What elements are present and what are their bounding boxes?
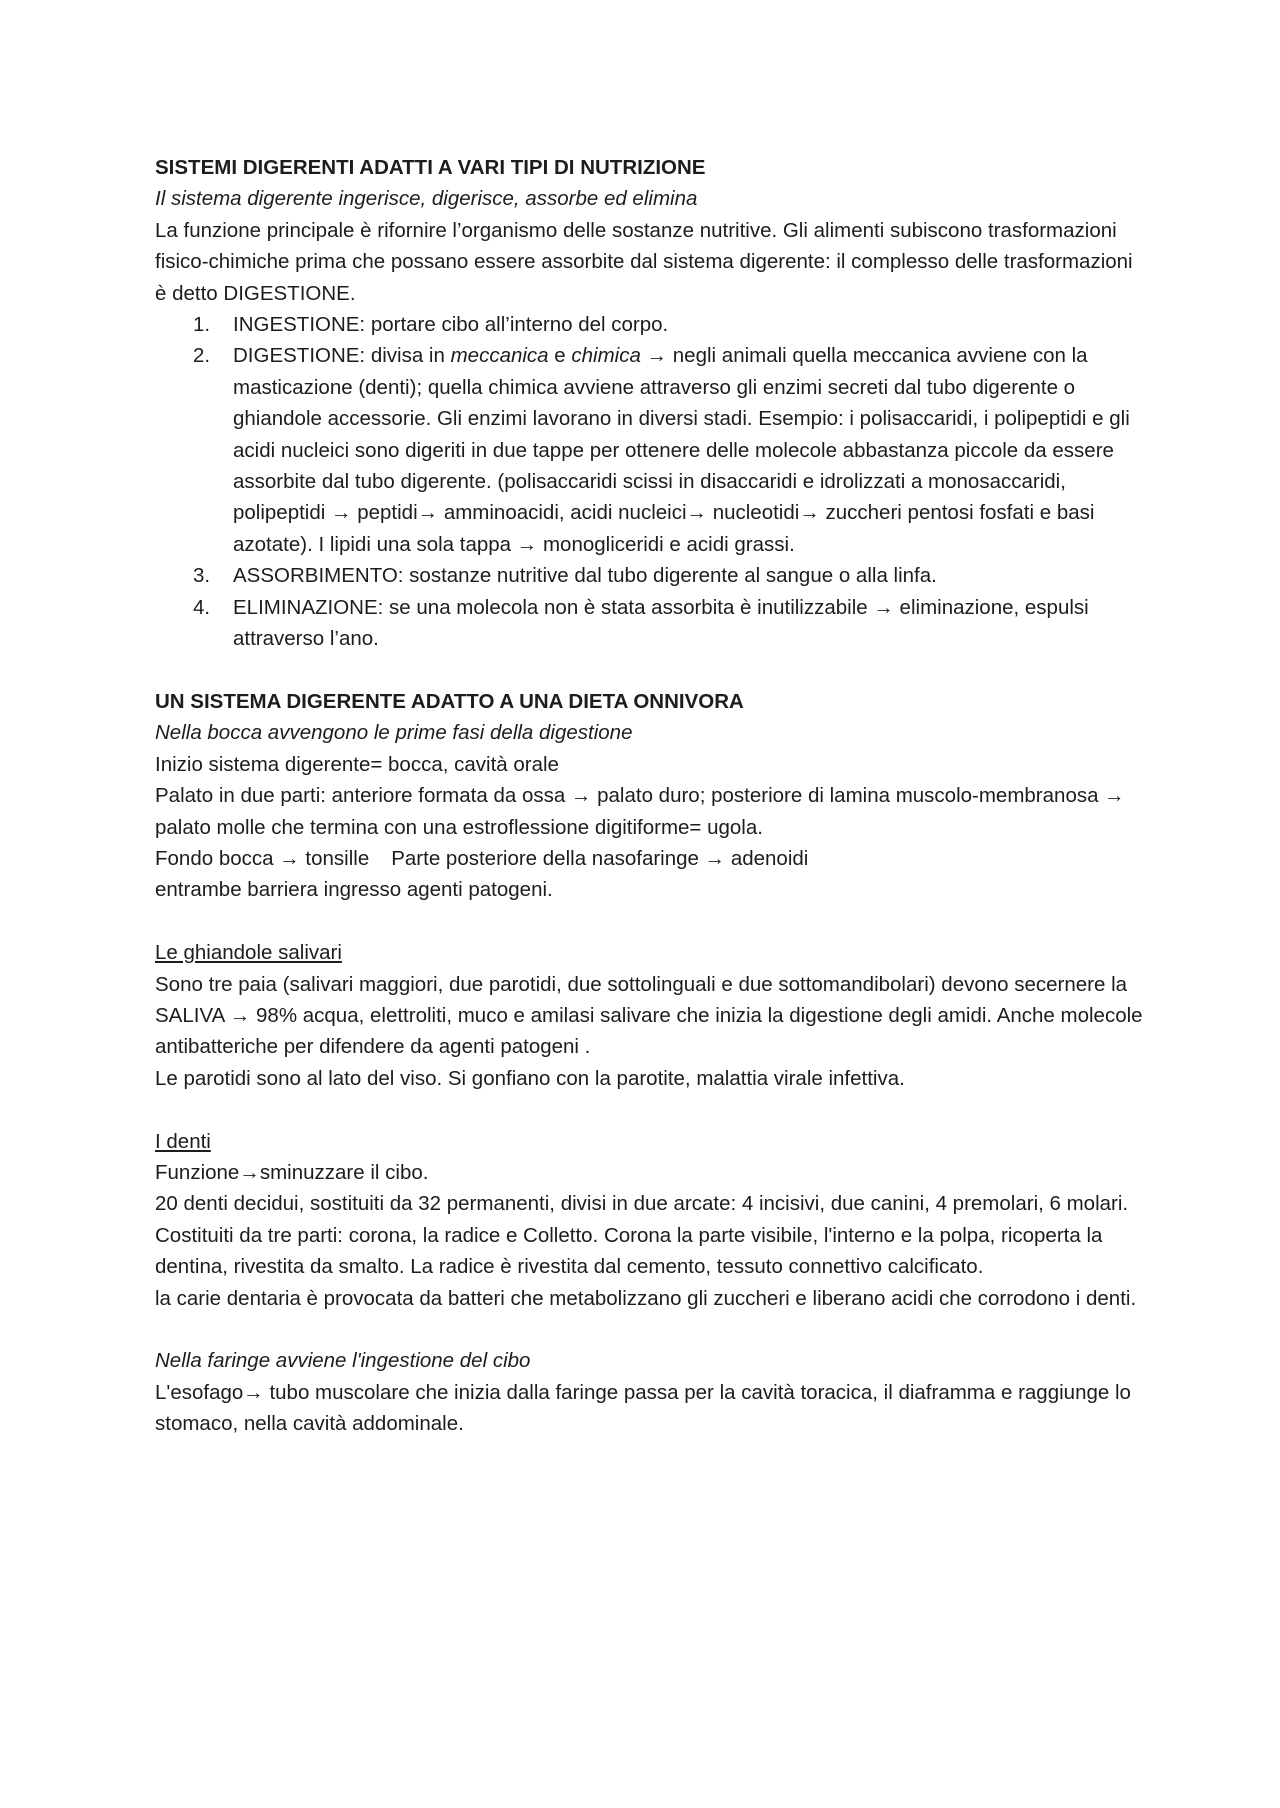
tonsils-text: Fondo bocca → tonsille xyxy=(155,846,370,870)
subsection-title-teeth: I denti xyxy=(155,1129,211,1153)
intro-paragraph: La funzione principale è rifornire l’organismo delle sostanze nutritive. Gli alimenti subiscono trasformazioni fisico-chimiche prima che possano essere assorbite dal sistema digerente: il complesso delle trasformazioni è detto DIGESTIONE. xyxy=(155,218,1133,305)
section-heading-nutrition: SISTEMI DIGERENTI ADATTI A VARI TIPI DI NUTRIZIONE xyxy=(155,156,706,179)
list-item-text: ASSORBIMENTO: sostanze nutritive dal tubo digerente al sangue o alla linfa. xyxy=(233,564,937,588)
section-subheading-mouth: Nella bocca avvengono le prime fasi della digestione xyxy=(155,721,633,745)
paragraph-tonsils xyxy=(155,843,1145,874)
list-number: 3. xyxy=(193,564,211,588)
paragraph-saliva: Sono tre paia (salivari maggiori, due parotidi, due sottolinguali e due sottomandibolari) devono secernere la SALIVA → 98% acqua, elettroliti, muco e amilasi salivare che inizia la digestione degli amidi. Anche molecole antibatteriche per difendere da agenti patogeni . xyxy=(155,972,1143,1059)
emphasis-chimica: chimica xyxy=(571,344,641,368)
list-number: 1. xyxy=(193,313,211,337)
document-body xyxy=(155,152,1145,1440)
paragraph-barrier: entrambe barriera ingresso agenti patogeni. xyxy=(155,878,553,902)
paragraph-parotids: Le parotidi sono al lato del viso. Si gonfiano con la parotite, malattia virale infettiva. xyxy=(155,1066,905,1090)
paragraph-palate: Palato in due parti: anteriore formata da ossa → palato duro; posteriore di lamina muscolo-membranosa → palato molle che termina con una estroflessione digitiforme= ugola. xyxy=(155,784,1125,839)
list-number: 4. xyxy=(193,595,211,619)
paragraph-esophagus: L'esofago→ tubo muscolare che inizia dalla faringe passa per la cavità toracica, il diaframma e raggiunge lo stomaco, nella cavità addominale. xyxy=(155,1380,1131,1436)
section-heading-omnivore: UN SISTEMA DIGERENTE ADATTO A UNA DIETA ONNIVORA xyxy=(155,689,744,713)
list-item-ingestion xyxy=(155,309,1145,340)
paragraph-teeth-parts: Costituiti da tre parti: corona, la radice e Colletto. Corona la parte visibile, l'interno e la polpa, ricoperta la dentina, rivestita da smalto. La radice è rivestita dal cemento, tessuto connettivo calcificato. xyxy=(155,1223,1103,1279)
list-item-text-mid: e xyxy=(548,344,572,368)
emphasis-meccanica: meccanica xyxy=(450,344,549,368)
spacer xyxy=(155,1314,1145,1345)
list-item-elimination xyxy=(155,592,1145,655)
spacer xyxy=(155,655,1145,686)
section-subheading-pharynx: Nella faringe avviene l'ingestione del cibo xyxy=(155,1349,531,1373)
list-item-text-start: DIGESTIONE: divisa in xyxy=(233,344,451,368)
paragraph-mouth-start: Inizio sistema digerente= bocca, cavità orale xyxy=(155,752,559,776)
digestion-steps-list xyxy=(155,309,1145,654)
list-item-text: INGESTIONE: portare cibo all’interno del corpo. xyxy=(233,313,669,337)
spacer xyxy=(155,906,1145,937)
list-item-absorption xyxy=(155,560,1145,591)
list-number: 2. xyxy=(193,344,211,368)
paragraph-teeth-function: Funzione→sminuzzare il cibo. xyxy=(155,1160,429,1184)
spacer xyxy=(155,1094,1145,1125)
adenoids-text: Parte posteriore della nasofaringe → adenoidi xyxy=(391,846,809,870)
list-item-digestion xyxy=(155,340,1145,560)
subsection-title-salivary: Le ghiandole salivari xyxy=(155,941,342,965)
list-item-text: ELIMINAZIONE: se una molecola non è stata assorbita è inutilizzabile → eliminazione, espulsi attraverso l’ano. xyxy=(233,595,1089,651)
section-subheading: Il sistema digerente ingerisce, digerisce, assorbe ed elimina xyxy=(155,187,698,211)
list-item-text-end: → negli animali quella meccanica avviene con la masticazione (denti); quella chimica avviene attraverso gli enzimi secreti dal tubo digerente o ghiandole accessorie. Gli enzimi lavorano in diversi stadi. Esempio: i polisaccaridi, i polipeptidi e gli acidi nucleici sono digeriti in due tappe per ottenere delle molecole abbastanza piccole da essere assorbite dal tubo digerente. (polisaccaridi scissi in disaccaridi e idrolizzati a monosaccaridi, polipeptidi → peptidi→ amminoacidi, acidi nucleici→ nucleotidi→ zuccheri pentosi fosfati e basi azotate). I lipidi una sola tappa → monogliceridi e acidi grassi. xyxy=(233,344,1130,556)
paragraph-caries: la carie dentaria è provocata da batteri che metabolizzano gli zuccheri e liberano acidi che corrodono i denti. xyxy=(155,1286,1137,1310)
paragraph-teeth-count: 20 denti decidui, sostituiti da 32 permanenti, divisi in due arcate: 4 incisivi, due canini, 4 premolari, 6 molari. xyxy=(155,1192,1129,1216)
